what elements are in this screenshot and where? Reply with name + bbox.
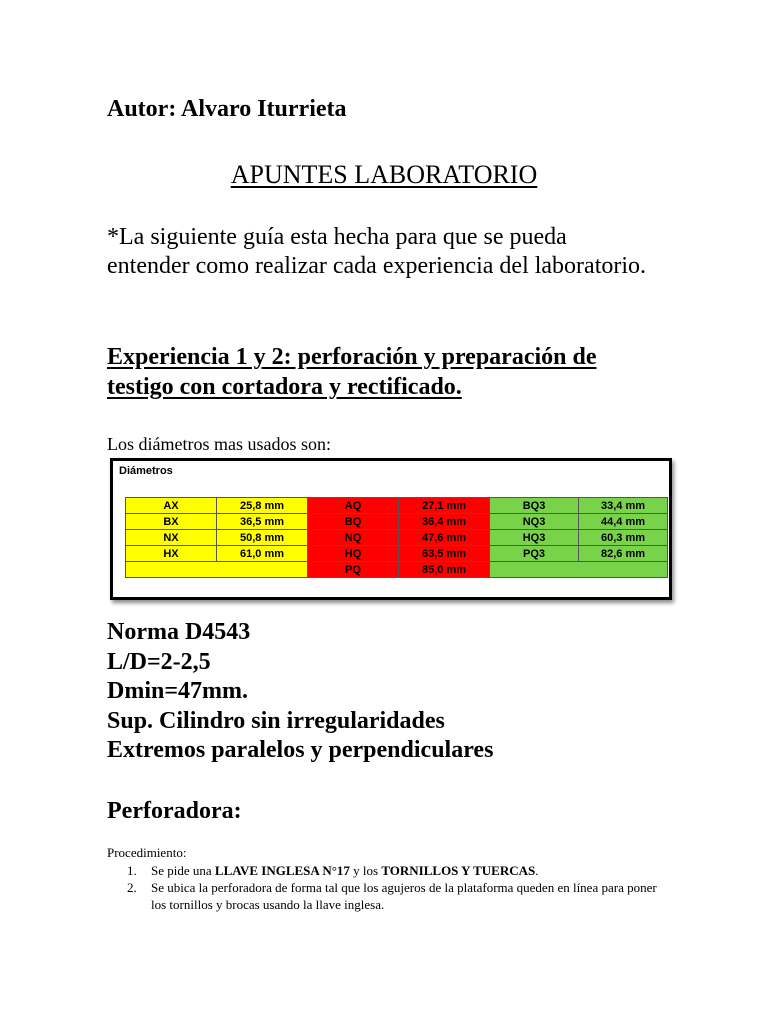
document-title	[0, 159, 768, 191]
procedure-label: Procedimiento:	[107, 845, 187, 860]
author-line: Autor: Alvaro Iturrieta	[107, 96, 347, 122]
table-cell	[126, 562, 308, 578]
table-cell: BQ	[308, 514, 399, 530]
perforadora-heading: Perforadora:	[107, 798, 242, 824]
procedure-steps	[107, 862, 667, 913]
table-cell: PQ3	[490, 546, 579, 562]
table-cell: 27,1 mm	[399, 498, 490, 514]
step-number: 2.	[127, 880, 137, 895]
table-cell: NQ	[308, 530, 399, 546]
table-cell: HX	[126, 546, 217, 562]
table-cell: 25,8 mm	[217, 498, 308, 514]
step-emphasis: TORNILLOS Y TUERCAS	[381, 863, 536, 878]
norm-list	[107, 618, 493, 766]
table-cell: AQ	[308, 498, 399, 514]
experience-heading-text: Experiencia 1 y 2: perforación y preparación de testigo con cortadora y rectificado.	[107, 344, 597, 400]
intro-paragraph: *La siguiente guía esta hecha para que se pueda entender como realizar cada experiencia del laboratorio.	[107, 224, 647, 279]
norm-line: Extremos paralelos y perpendiculares	[107, 737, 494, 763]
table-cell: NQ3	[490, 514, 579, 530]
table-cell: 33,4 mm	[579, 498, 668, 514]
table-cell: HQ	[308, 546, 399, 562]
norm-line: Dmin=47mm.	[107, 678, 248, 704]
diameters-grid	[125, 497, 668, 578]
step-emphasis: LLAVE INGLESA N°17	[214, 863, 350, 878]
table-cell: 82,6 mm	[579, 546, 668, 562]
table-cell: 63,5 mm	[399, 546, 490, 562]
table-cell: 47,6 mm	[399, 530, 490, 546]
step-text: Se pide una	[151, 863, 215, 878]
table-cell	[490, 562, 668, 578]
table-cell: 44,4 mm	[579, 514, 668, 530]
table-cell: BQ3	[490, 498, 579, 514]
experience-heading	[107, 342, 667, 402]
diameters-table-title: Diámetros	[119, 465, 173, 477]
table-cell: 50,8 mm	[217, 530, 308, 546]
step-text: y los	[349, 863, 382, 878]
norm-line: L/D=2-2,5	[107, 648, 211, 675]
step-text: .	[535, 863, 539, 878]
procedure-step	[107, 879, 667, 913]
norm-line: Norma D4543	[107, 619, 251, 645]
table-cell: BX	[126, 514, 217, 530]
table-cell: PQ	[308, 562, 399, 578]
step-text: Se ubica la perforadora de forma tal que los agujeros de la plataforma queden en línea para poner los tornillos y brocas usando la llave inglesa.	[151, 880, 657, 912]
table-cell: 36,5 mm	[217, 514, 308, 530]
table-cell: NX	[126, 530, 217, 546]
document-title-text: APUNTES LABORATORIO	[230, 160, 538, 189]
table-cell: AX	[126, 498, 217, 514]
procedure-step	[107, 862, 667, 879]
norm-line: Sup. Cilindro sin irregularidades	[107, 707, 445, 734]
table-cell: HQ3	[490, 530, 579, 546]
diameters-table-image	[110, 458, 672, 600]
table-cell: 61,0 mm	[217, 546, 308, 562]
table-cell: 36,4 mm	[399, 514, 490, 530]
table-cell: 85,0 mm	[399, 562, 490, 578]
step-number: 1.	[127, 863, 137, 878]
diameters-intro: Los diámetros mas usados son:	[107, 434, 331, 454]
table-cell: 60,3 mm	[579, 530, 668, 546]
